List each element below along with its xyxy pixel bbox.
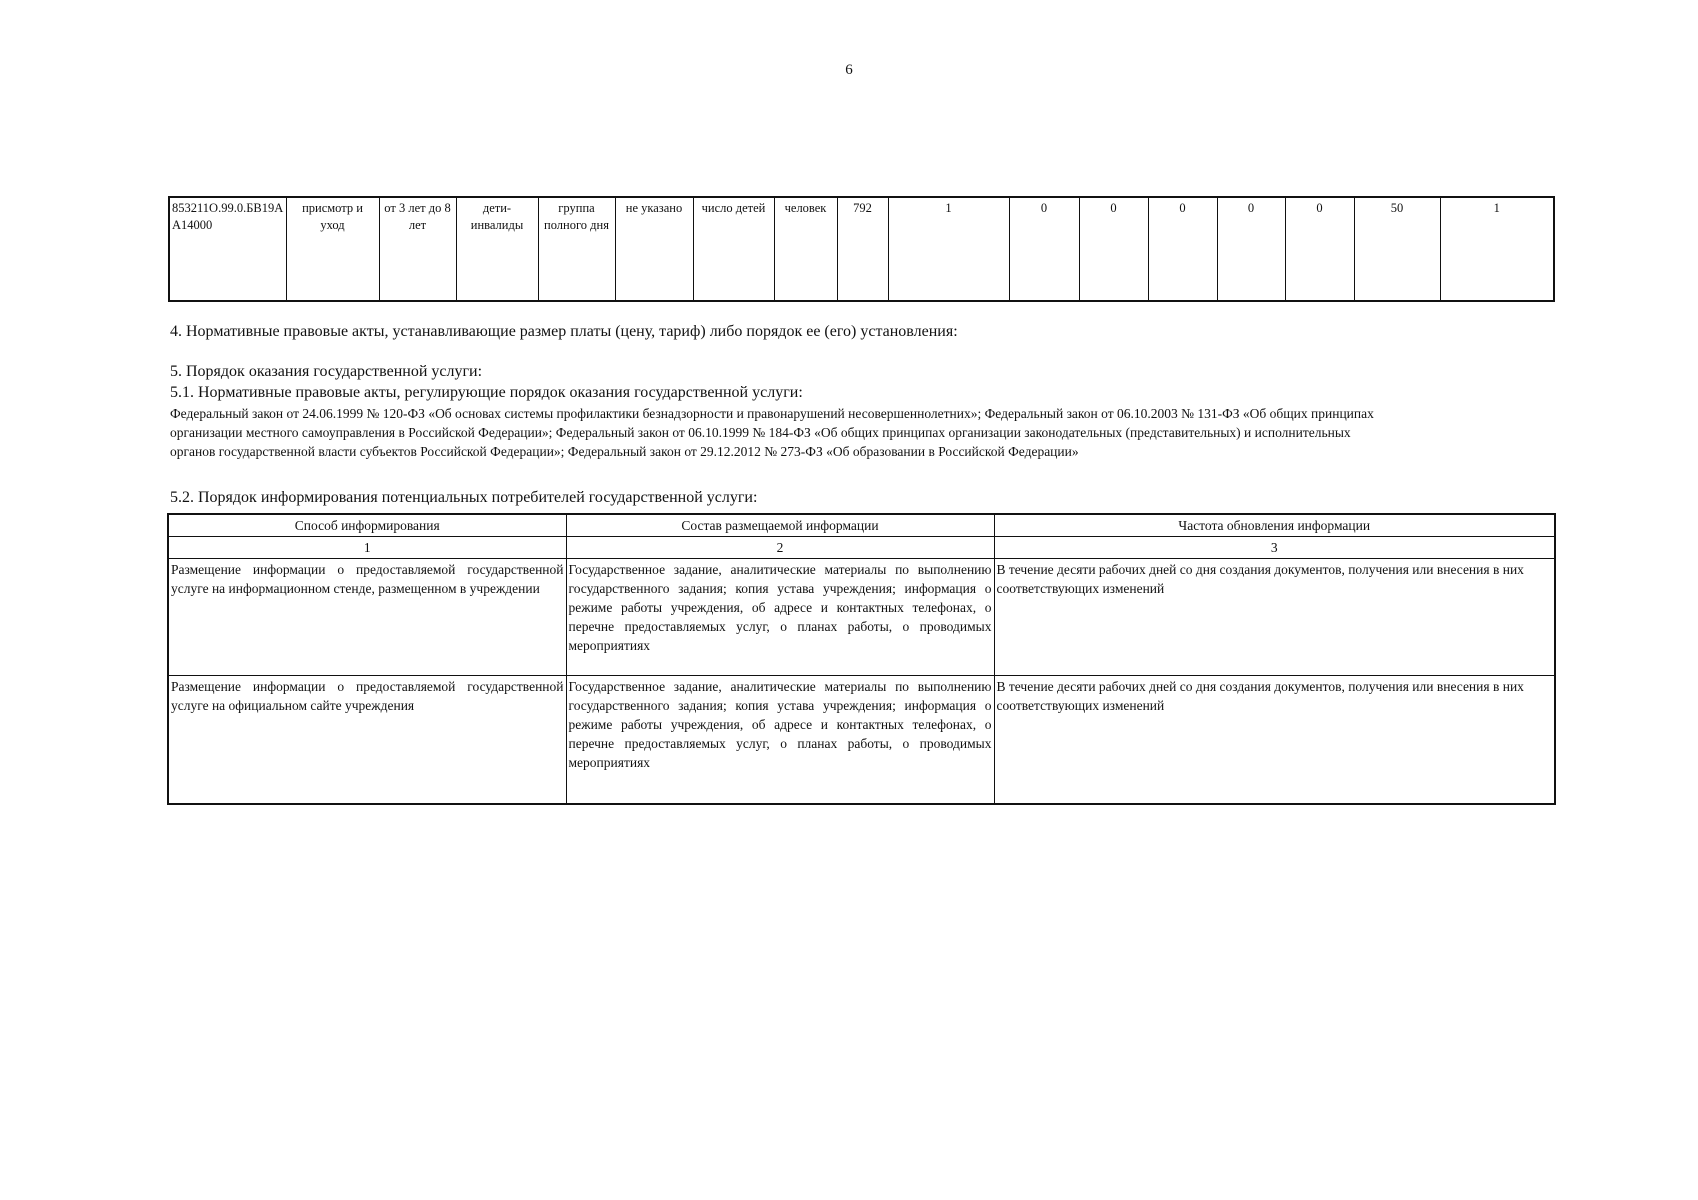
column-header: Состав размещаемой информации — [566, 514, 994, 537]
page-number: 6 — [845, 62, 853, 78]
value-cell: 0 — [1217, 197, 1285, 301]
column-number: 2 — [566, 537, 994, 559]
condition-cell: не указано — [615, 197, 693, 301]
frequency-cell: В течение десяти рабочих дней со дня создания документов, получения или внесения в них соответствующих изменений — [994, 676, 1555, 804]
value-cell: 0 — [1079, 197, 1148, 301]
value-cell: 0 — [1148, 197, 1217, 301]
unit-code-cell: 792 — [837, 197, 888, 301]
legal-acts-line: Федеральный закон от 24.06.1999 № 120-ФЗ «Об основах системы профилактики безнадзорности и правонарушений несовершеннолетних»; Федеральный закон от 06.10.2003 № 131-ФЗ «Об общих принципах — [170, 406, 1374, 421]
registry-code-cell: 853211О.99.0.БВ19АА14000 — [169, 197, 286, 301]
column-header: Частота обновления информации — [994, 514, 1555, 537]
category-cell: дети-инвалиды — [456, 197, 538, 301]
table-row — [169, 197, 1554, 301]
information-table — [167, 513, 1556, 805]
section-5-heading: 5. Порядок оказания государственной услуги: — [170, 363, 483, 380]
column-number-row — [168, 537, 1555, 559]
content-cell: Государственное задание, аналитические материалы по выполнению государственного задания; копия устава учреждения; информация о режиме работы учреждения, об адресе и контактных телефонах, о перечне предоставляемых услуг, о планах работы, о проводимых мероприятиях — [566, 559, 994, 676]
value-cell: 0 — [1285, 197, 1354, 301]
indicators-table — [168, 196, 1555, 302]
legal-acts-line: органов государственной власти субъектов Российской Федерации»; Федеральный закон от 29.12.2012 № 273-ФЗ «Об образовании в Российской Федерации» — [170, 444, 1079, 459]
column-header: Способ информирования — [168, 514, 566, 537]
section-5-1-heading: 5.1. Нормативные правовые акты, регулирующие порядок оказания государственной услуги: — [170, 384, 803, 401]
table-row — [168, 559, 1555, 676]
frequency-cell: В течение десяти рабочих дней со дня создания документов, получения или внесения в них соответствующих изменений — [994, 559, 1555, 676]
method-cell: Размещение информации о предоставляемой государственной услуге на информационном стенде, размещенном в учреждении — [168, 559, 566, 676]
column-number: 3 — [994, 537, 1555, 559]
section-4-heading: 4. Нормативные правовые акты, устанавливающие размер платы (цену, тариф) либо порядок ее (его) установления: — [170, 323, 958, 340]
content-cell: Государственное задание, аналитические материалы по выполнению государственного задания; копия устава учреждения; информация о режиме работы учреждения, об адресе и контактных телефонах, о перечне предоставляемых услуг, о планах работы, о проводимых мероприятиях — [566, 676, 994, 804]
unit-name-cell: человек — [774, 197, 837, 301]
value-cell: 1 — [1440, 197, 1554, 301]
value-cell: 50 — [1354, 197, 1440, 301]
indicator-name-cell: число детей — [693, 197, 774, 301]
age-cell: от 3 лет до 8 лет — [379, 197, 456, 301]
group-cell: группа полного дня — [538, 197, 615, 301]
method-cell: Размещение информации о предоставляемой государственной услуге на официальном сайте учреждения — [168, 676, 566, 804]
table-header-row — [168, 514, 1555, 537]
value-cell: 1 — [888, 197, 1009, 301]
column-number: 1 — [168, 537, 566, 559]
value-cell: 0 — [1009, 197, 1079, 301]
section-5-2-heading: 5.2. Порядок информирования потенциальных потребителей государственной услуги: — [170, 489, 758, 506]
service-name-cell: присмотр и уход — [286, 197, 379, 301]
legal-acts-line: организации местного самоуправления в Российской Федерации»; Федеральный закон от 06.10.1999 № 184-ФЗ «Об общих принципах организации законодательных (представительных) и исполнительных — [170, 425, 1351, 440]
legal-acts-list — [170, 404, 1560, 461]
table-row — [168, 676, 1555, 804]
